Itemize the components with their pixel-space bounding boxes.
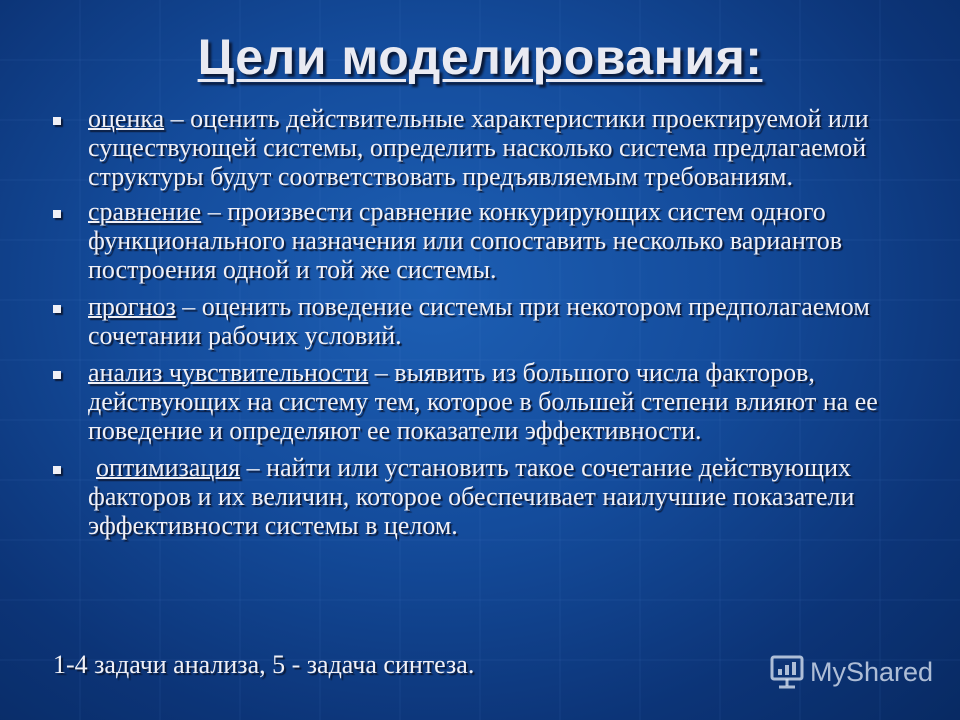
list-item-sensitivity-analysis — [48, 358, 928, 445]
item-description: – оценить действительные характеристики проектируемой или существующей системы, определить насколько система предлагаемой структуры будут соответствовать предъявляемым требованиям. — [88, 104, 869, 191]
item-description: – произвести сравнение конкурирующих систем одного функционального назначения или сопоставить несколько вариантов построения одной и той же системы. — [88, 197, 843, 284]
item-description: – оценить поведение системы при некотором предполагаемом сочетании рабочих условий. — [88, 292, 870, 350]
watermark-logo — [770, 655, 933, 689]
list-item-optimization — [48, 453, 928, 540]
bullet-icon — [53, 371, 61, 379]
term-link[interactable]: анализ чувствительности — [88, 358, 369, 387]
item-description: – найти или установить такое сочетание действующих факторов и их величин, которое обеспечивает наилучшие показатели эффективности системы в целом. — [88, 453, 855, 540]
list-item-evaluation — [48, 104, 928, 191]
bullet-icon — [53, 466, 61, 474]
term-link[interactable]: сравнение — [88, 197, 202, 226]
item-description: – выявить из большого числа факторов, действующих на систему тем, которое в большей степени влияют на ее поведение и определяют ее показатели эффективности. — [88, 358, 878, 445]
footer-note: 1-4 задачи анализа, 5 - задача синтеза. — [53, 650, 475, 679]
slide-title: Цели моделирования: — [197, 29, 763, 85]
goals-list — [48, 104, 928, 540]
presentation-board-icon — [770, 655, 804, 689]
bullet-icon — [53, 210, 61, 218]
term-link[interactable]: оценка — [88, 104, 165, 133]
list-item-forecast — [48, 292, 928, 350]
term-link[interactable]: прогноз — [88, 292, 176, 321]
bullet-icon — [53, 117, 61, 125]
watermark-text: MyShared — [810, 656, 934, 687]
list-item-comparison — [48, 197, 928, 284]
bullet-icon — [53, 305, 61, 313]
term-link[interactable]: оптимизация — [96, 453, 241, 482]
